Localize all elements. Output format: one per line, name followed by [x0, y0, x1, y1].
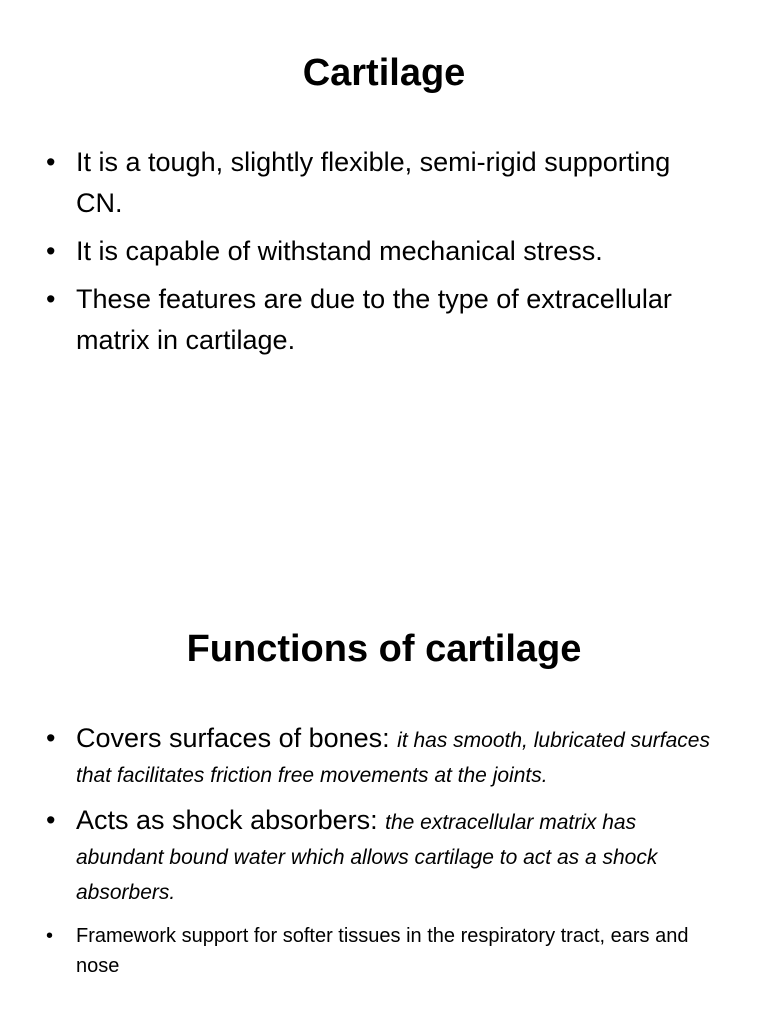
- slide-title: Functions of cartilage: [186, 628, 582, 670]
- bullet: [46, 722, 726, 792]
- bullet: [46, 921, 726, 981]
- bullet: • It is a tough, slightly flexible, semi-rigid supporting CN.: [46, 142, 686, 224]
- bullet-lead: Covers surfaces of bones:: [76, 723, 398, 753]
- bullet-list: [46, 142, 686, 368]
- bullet-lead: Acts as shock absorbers:: [76, 805, 386, 835]
- bullet: • These features are due to the type of extracellular matrix in cartilage.: [46, 279, 686, 361]
- bullet-detail: it has smooth, lubricated surfaces that facilitates friction free movements at the joints.: [76, 729, 710, 787]
- bullet-detail: the extracellular matrix has abundant bound water which allows cartilage to act as a shock absorbers.: [76, 811, 658, 904]
- bullet: [46, 804, 726, 909]
- bullet-lead: Framework support for softer tissues in the respiratory tract, ears and nose: [76, 925, 689, 977]
- bullet: • It is capable of withstand mechanical stress.: [46, 231, 686, 272]
- bullet-list: [46, 722, 726, 993]
- slide-title: Cartilage: [302, 52, 466, 94]
